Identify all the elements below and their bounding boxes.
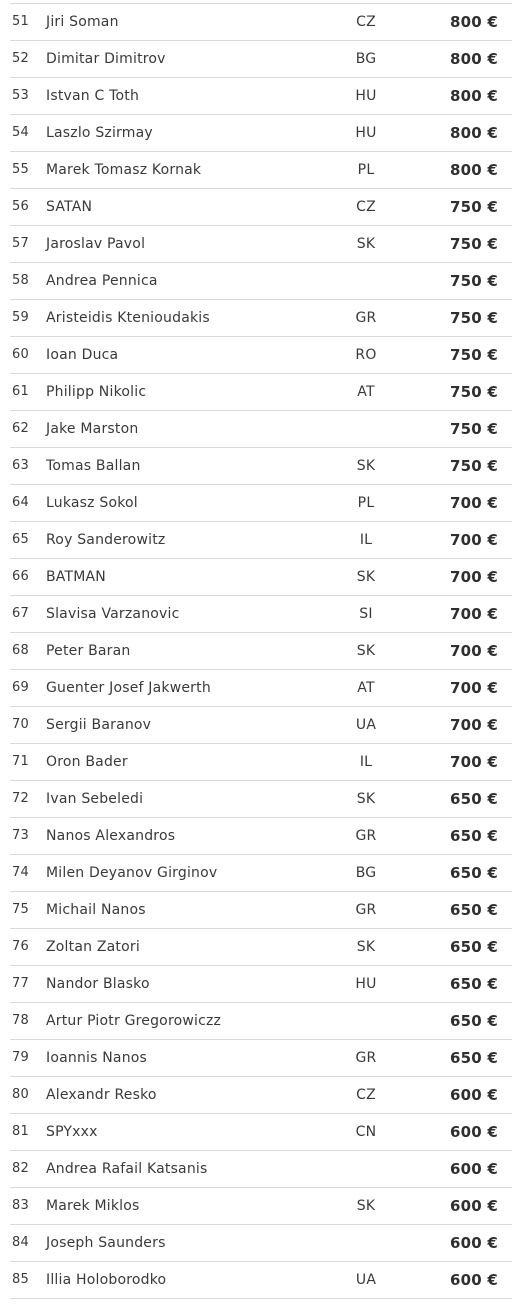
country-code-cell: SI	[359, 606, 373, 622]
player-name-cell: Slavisa Varzanovic	[46, 606, 180, 622]
country-code-cell: UA	[355, 717, 377, 733]
prize-amount-cell: 700 €	[450, 568, 498, 586]
rank-cell: 58	[12, 273, 29, 288]
rank-cell: 55	[12, 162, 29, 177]
country-code-cell	[348, 1225, 384, 1261]
player-name-cell: Tomas Ballan	[46, 458, 141, 474]
table-row	[10, 855, 512, 892]
table-row	[10, 152, 512, 189]
table-row	[10, 1114, 512, 1151]
prize-amount-cell: 600 €	[450, 1197, 498, 1215]
player-name-cell: Oron Bader	[46, 754, 128, 770]
rank-cell: 59	[12, 310, 29, 325]
prize-amount-cell: 750 €	[450, 457, 498, 475]
table-row	[10, 707, 512, 744]
player-name-cell: Philipp Nikolic	[46, 384, 147, 400]
player-name-cell: Istvan C Toth	[46, 88, 140, 104]
table-row	[10, 1077, 512, 1114]
rank-cell: 51	[12, 14, 29, 29]
table-row	[10, 633, 512, 670]
rank-cell: 81	[12, 1124, 29, 1139]
country-code-cell: HU	[355, 125, 377, 141]
rank-cell: 57	[12, 236, 29, 251]
prize-amount-cell: 800 €	[450, 50, 498, 68]
table-row	[10, 4, 512, 41]
country-code-cell: BG	[355, 51, 377, 67]
player-name-cell: Ioan Duca	[46, 347, 119, 363]
country-code-cell	[348, 263, 384, 299]
country-code-cell: AT	[357, 384, 375, 400]
table-row	[10, 1188, 512, 1225]
prize-amount-cell: 650 €	[450, 975, 498, 993]
player-name-cell: Jake Marston	[46, 421, 139, 437]
player-name-cell: Alexandr Resko	[46, 1087, 157, 1103]
prize-amount-cell: 650 €	[450, 790, 498, 808]
rank-cell: 67	[12, 606, 29, 621]
player-name-cell: Nanos Alexandros	[46, 828, 176, 844]
table-row	[10, 966, 512, 1003]
table-row	[10, 485, 512, 522]
prize-amount-cell: 650 €	[450, 827, 498, 845]
country-code-cell: SK	[356, 791, 376, 807]
prize-amount-cell: 650 €	[450, 1049, 498, 1067]
rank-cell: 60	[12, 347, 29, 362]
rank-cell: 72	[12, 791, 29, 806]
player-name-cell: Ivan Sebeledi	[46, 791, 144, 807]
table-row	[10, 744, 512, 781]
rank-cell: 62	[12, 421, 29, 436]
prize-amount-cell: 600 €	[450, 1123, 498, 1141]
player-name-cell: Milen Deyanov Girginov	[46, 865, 218, 881]
prize-amount-cell: 800 €	[450, 13, 498, 31]
player-name-cell: SATAN	[46, 199, 93, 215]
prize-amount-cell: 750 €	[450, 198, 498, 216]
table-row	[10, 226, 512, 263]
prize-amount-cell: 700 €	[450, 753, 498, 771]
country-code-cell: CZ	[356, 199, 376, 215]
table-row	[10, 115, 512, 152]
prize-amount-cell: 700 €	[450, 494, 498, 512]
rank-cell: 66	[12, 569, 29, 584]
table-row	[10, 300, 512, 337]
rank-cell: 71	[12, 754, 29, 769]
country-code-cell	[348, 411, 384, 447]
rank-cell: 54	[12, 125, 29, 140]
country-code-cell: SK	[356, 458, 376, 474]
country-code-cell: IL	[359, 532, 373, 548]
prize-amount-cell: 700 €	[450, 605, 498, 623]
table-row	[10, 41, 512, 78]
rank-cell: 76	[12, 939, 29, 954]
player-name-cell: Andrea Pennica	[46, 273, 158, 289]
prize-amount-cell: 700 €	[450, 716, 498, 734]
table-row	[10, 818, 512, 855]
country-code-cell: AT	[357, 680, 375, 696]
table-row	[10, 929, 512, 966]
country-code-cell	[348, 1151, 384, 1187]
country-code-cell: UA	[355, 1272, 377, 1288]
player-name-cell: Laszlo Szirmay	[46, 125, 153, 141]
player-name-cell: Illia Holoborodko	[46, 1272, 167, 1288]
player-name-cell: Marek Tomasz Kornak	[46, 162, 202, 178]
prize-amount-cell: 750 €	[450, 346, 498, 364]
prize-amount-cell: 750 €	[450, 235, 498, 253]
player-name-cell: Jaroslav Pavol	[46, 236, 146, 252]
player-name-cell: Roy Sanderowitz	[46, 532, 166, 548]
country-code-cell: SK	[356, 1198, 376, 1214]
table-row	[10, 1151, 512, 1188]
table-row	[10, 522, 512, 559]
player-name-cell: SPYxxx	[46, 1124, 98, 1140]
prize-amount-cell: 600 €	[450, 1160, 498, 1178]
prize-amount-cell: 600 €	[450, 1271, 498, 1289]
player-name-cell: Andrea Rafail Katsanis	[46, 1161, 208, 1177]
table-row	[10, 337, 512, 374]
country-code-cell: PL	[357, 495, 375, 511]
country-code-cell: CZ	[356, 14, 376, 30]
prize-amount-cell: 650 €	[450, 901, 498, 919]
rank-cell: 79	[12, 1050, 29, 1065]
table-row	[10, 78, 512, 115]
country-code-cell	[348, 1003, 384, 1039]
player-name-cell: Dimitar Dimitrov	[46, 51, 166, 67]
table-row	[10, 670, 512, 707]
country-code-cell: GR	[355, 902, 377, 918]
country-code-cell: RO	[355, 347, 377, 363]
player-name-cell: Sergii Baranov	[46, 717, 152, 733]
ranking-rows	[10, 4, 512, 1299]
prize-amount-cell: 600 €	[450, 1234, 498, 1252]
rank-cell: 85	[12, 1272, 29, 1287]
country-code-cell: CN	[355, 1124, 377, 1140]
rank-cell: 74	[12, 865, 29, 880]
country-code-cell: HU	[355, 88, 377, 104]
player-name-cell: Artur Piotr Gregorowiczz	[46, 1013, 222, 1029]
rank-cell: 56	[12, 199, 29, 214]
table-row	[10, 411, 512, 448]
rank-cell: 65	[12, 532, 29, 547]
player-name-cell: Michail Nanos	[46, 902, 146, 918]
table-row	[10, 781, 512, 818]
table-row	[10, 263, 512, 300]
prize-amount-cell: 750 €	[450, 272, 498, 290]
player-name-cell: Nandor Blasko	[46, 976, 150, 992]
country-code-cell: SK	[356, 643, 376, 659]
table-row	[10, 892, 512, 929]
prize-amount-cell: 750 €	[450, 383, 498, 401]
country-code-cell: GR	[355, 1050, 377, 1066]
rank-cell: 53	[12, 88, 29, 103]
player-name-cell: Joseph Saunders	[46, 1235, 166, 1251]
table-row	[10, 559, 512, 596]
rank-cell: 73	[12, 828, 29, 843]
prize-amount-cell: 800 €	[450, 87, 498, 105]
prize-amount-cell: 600 €	[450, 1086, 498, 1104]
rank-cell: 84	[12, 1235, 29, 1250]
prize-amount-cell: 650 €	[450, 938, 498, 956]
player-name-cell: Ioannis Nanos	[46, 1050, 148, 1066]
rank-cell: 75	[12, 902, 29, 917]
table-row	[10, 448, 512, 485]
rank-cell: 63	[12, 458, 29, 473]
table-row	[10, 1225, 512, 1262]
country-code-cell: PL	[357, 162, 375, 178]
player-name-cell: Guenter Josef Jakwerth	[46, 680, 211, 696]
table-row	[10, 596, 512, 633]
country-code-cell: BG	[355, 865, 377, 881]
prize-amount-cell: 650 €	[450, 1012, 498, 1030]
prize-amount-cell: 800 €	[450, 124, 498, 142]
player-name-cell: BATMAN	[46, 569, 106, 585]
rank-cell: 70	[12, 717, 29, 732]
table-row	[10, 189, 512, 226]
country-code-cell: IL	[359, 754, 373, 770]
player-name-cell: Marek Miklos	[46, 1198, 140, 1214]
player-name-cell: Peter Baran	[46, 643, 131, 659]
player-name-cell: Aristeidis Ktenioudakis	[46, 310, 210, 326]
country-code-cell: GR	[355, 828, 377, 844]
rank-cell: 78	[12, 1013, 29, 1028]
country-code-cell: SK	[356, 236, 376, 252]
prize-amount-cell: 700 €	[450, 642, 498, 660]
rank-cell: 83	[12, 1198, 29, 1213]
country-code-cell: SK	[356, 939, 376, 955]
country-code-cell: GR	[355, 310, 377, 326]
rank-cell: 68	[12, 643, 29, 658]
table-row	[10, 1262, 512, 1299]
country-code-cell: HU	[355, 976, 377, 992]
prize-amount-cell: 750 €	[450, 309, 498, 327]
prize-amount-cell: 800 €	[450, 161, 498, 179]
rank-cell: 77	[12, 976, 29, 991]
prize-amount-cell: 650 €	[450, 864, 498, 882]
table-row	[10, 374, 512, 411]
prize-amount-cell: 750 €	[450, 420, 498, 438]
player-name-cell: Zoltan Zatori	[46, 939, 140, 955]
country-code-cell: SK	[356, 569, 376, 585]
table-row	[10, 1040, 512, 1077]
player-name-cell: Lukasz Sokol	[46, 495, 138, 511]
rank-cell: 61	[12, 384, 29, 399]
table-row	[10, 1003, 512, 1040]
prize-amount-cell: 700 €	[450, 679, 498, 697]
country-code-cell: CZ	[356, 1087, 376, 1103]
rank-cell: 69	[12, 680, 29, 695]
rank-cell: 52	[12, 51, 29, 66]
rank-cell: 64	[12, 495, 29, 510]
rank-cell: 80	[12, 1087, 29, 1102]
player-name-cell: Jiri Soman	[46, 14, 119, 30]
prize-amount-cell: 700 €	[450, 531, 498, 549]
rank-cell: 82	[12, 1161, 29, 1176]
